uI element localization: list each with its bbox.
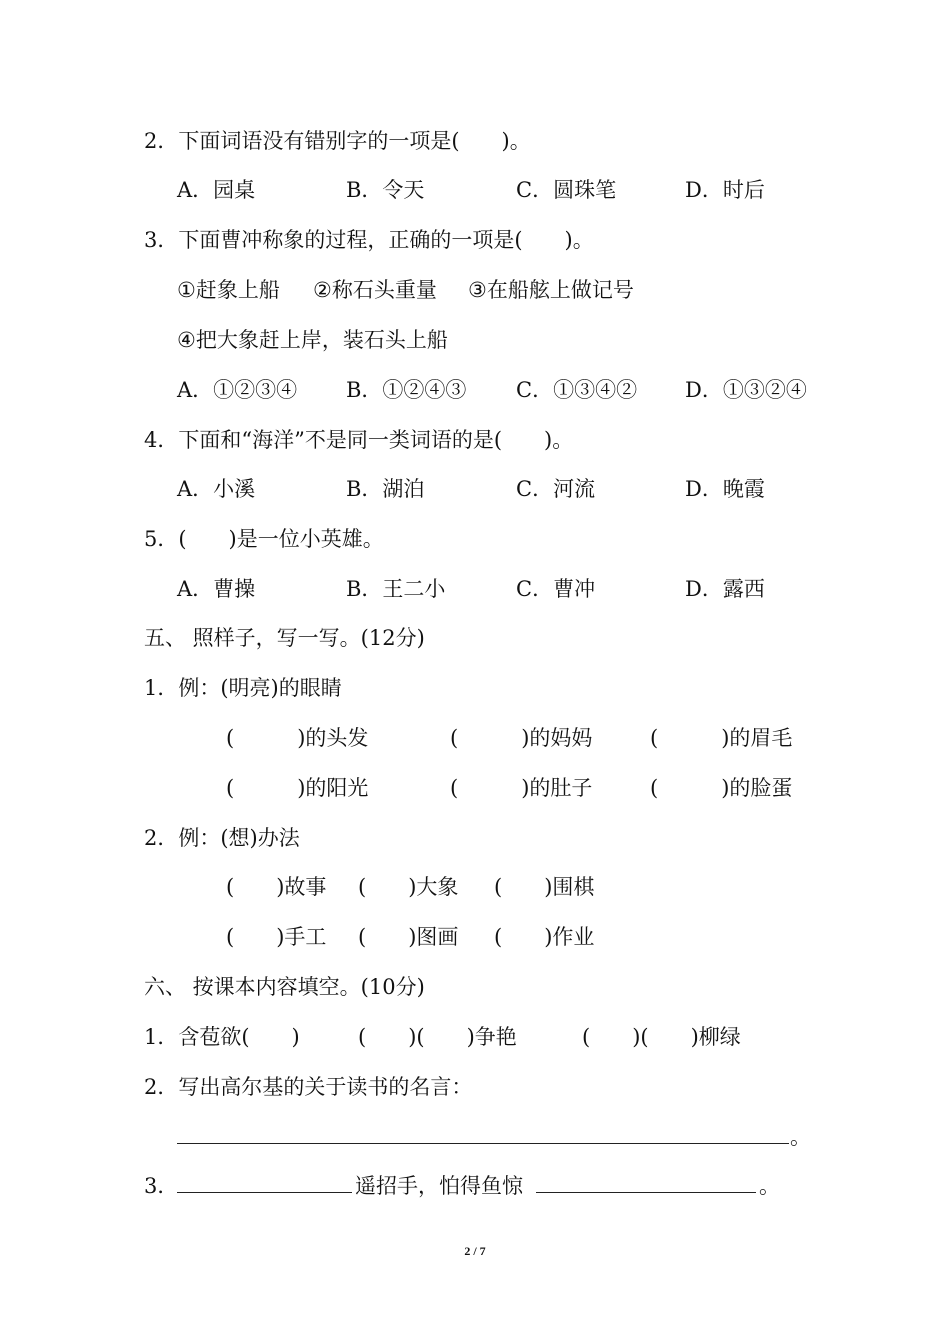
poem-text: 遥招手，怕得鱼惊: [355, 1174, 523, 1198]
option-c: C．河流: [516, 477, 596, 501]
example-text: 2．例：(想)办法: [144, 826, 300, 850]
option-d: D．晚霞: [685, 477, 765, 501]
period: 。: [759, 1174, 780, 1198]
option-d: D．露西: [685, 577, 765, 601]
fill-blank: ( )的肚子: [450, 776, 593, 800]
fill-blank: ( )( )柳绿: [582, 1025, 741, 1049]
section-5-item-1-example: [0, 674, 342, 730]
question-3: [0, 226, 594, 282]
section-6-item-2: [0, 1073, 473, 1129]
question-5: [0, 525, 384, 581]
option-b: B．①②④③: [346, 378, 467, 402]
option-d: D．①③②④: [685, 378, 807, 402]
fill-blank: ( )的头发: [226, 726, 369, 750]
section-6-title: 六、 按课本内容填空。(10分): [144, 975, 425, 999]
fill-blank: 1．含苞欲( ): [144, 1025, 300, 1049]
option-a: A．曹操: [177, 577, 256, 601]
fill-blank: ( )故事: [226, 875, 327, 899]
answer-line: [536, 1172, 756, 1200]
fill-blank: ( )图画: [358, 925, 459, 949]
fill-blank: ( )作业: [494, 925, 595, 949]
fill-blank: ( )的阳光: [226, 776, 369, 800]
question-2: [0, 127, 531, 183]
page-number: 2 / 7: [464, 1244, 486, 1258]
step-2: ②称石头重量: [313, 278, 437, 302]
question-4-stem: 4．下面和“海洋”不是同一类词语的是( )。: [144, 428, 574, 452]
question-stem: 2．写出高尔基的关于读书的名言：: [144, 1075, 473, 1099]
option-c: C．①③④②: [516, 378, 638, 402]
example-text: 1．例：(明亮)的眼睛: [144, 676, 342, 700]
answer-line: [177, 1123, 789, 1151]
fill-blank: ( )( )争艳: [358, 1025, 517, 1049]
section-6-heading: [0, 973, 425, 1029]
option-c: C．圆珠笔: [516, 178, 617, 202]
option-b: B．令天: [346, 178, 425, 202]
fill-blank: ( )的妈妈: [450, 726, 593, 750]
step-4: ④把大象赶上岸，装石头上船: [177, 328, 448, 352]
option-a: A．①②③④: [177, 378, 298, 402]
fill-blank: ( )的脸蛋: [650, 776, 793, 800]
item-number: 3．: [144, 1174, 179, 1198]
section-5-title: 五、 照样子，写一写。(12分): [144, 626, 425, 650]
option-b: B．王二小: [346, 577, 446, 601]
step-1: ①赶象上船: [177, 278, 280, 302]
fill-blank: ( )大象: [358, 875, 459, 899]
option-a: A．小溪: [177, 477, 256, 501]
question-4: [0, 426, 574, 482]
fill-blank: ( )的眉毛: [650, 726, 793, 750]
question-2-stem: 2．下面词语没有错别字的一项是( )。: [144, 129, 531, 153]
question-3-stem: 3．下面曹冲称象的过程，正确的一项是( )。: [144, 228, 594, 252]
step-3: ③在船舷上做记号: [468, 278, 634, 302]
option-b: B．湖泊: [346, 477, 425, 501]
section-5-item-2-example: [0, 824, 300, 880]
option-a: A．园桌: [177, 178, 256, 202]
period: 。: [790, 1125, 811, 1149]
question-5-stem: 5．( )是一位小英雄。: [144, 527, 384, 551]
answer-line: [177, 1172, 352, 1200]
question-3-steps-2: [0, 326, 448, 382]
fill-blank: ( )围棋: [494, 875, 595, 899]
option-c: C．曹冲: [516, 577, 596, 601]
option-d: D．时后: [685, 178, 765, 202]
section-5-heading: [0, 624, 425, 680]
fill-blank: ( )手工: [226, 925, 327, 949]
